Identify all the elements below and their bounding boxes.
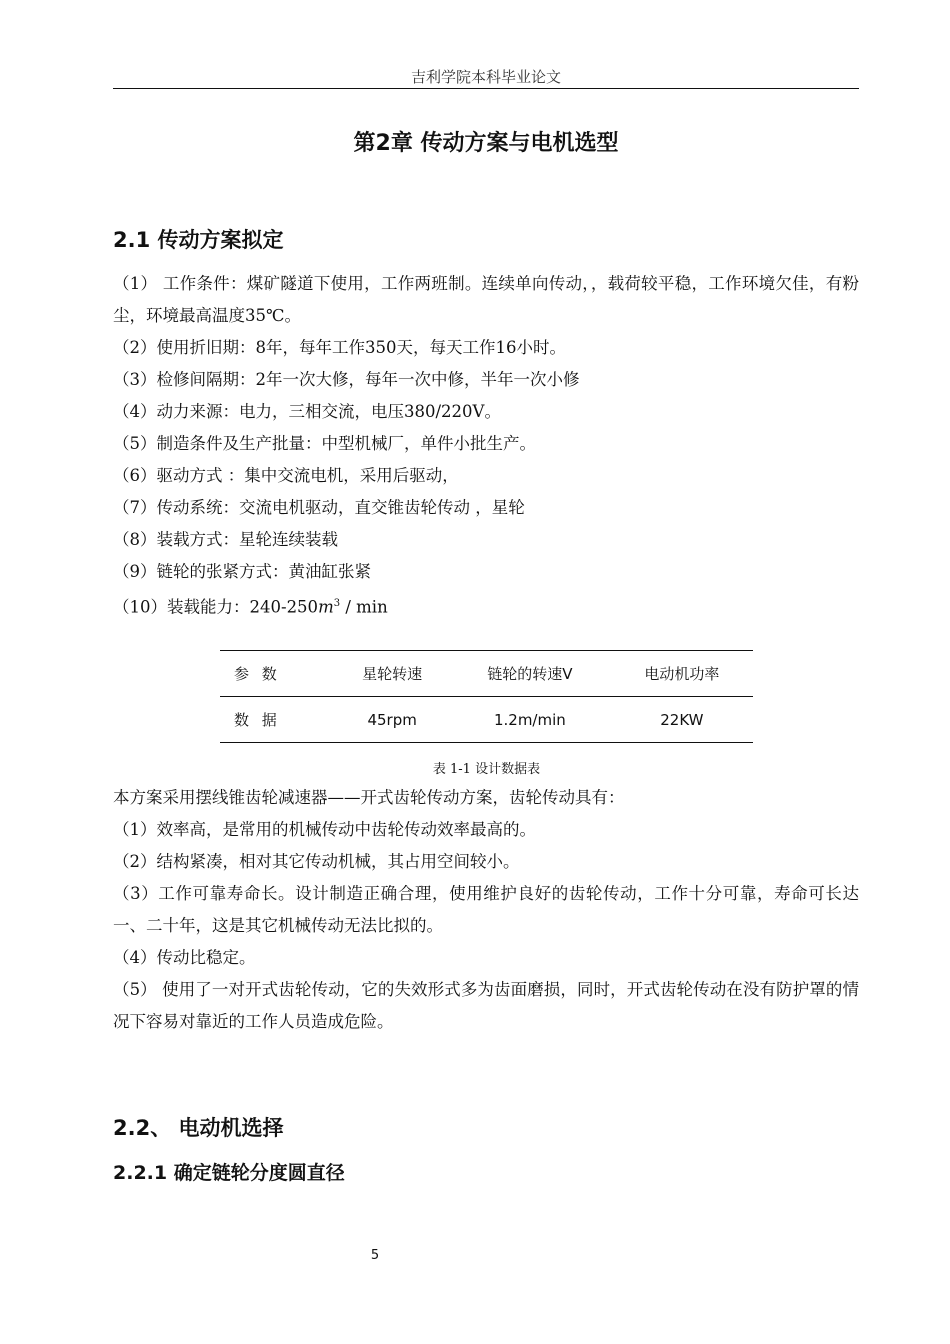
list-item: （1）效率高，是常用的机械传动中齿轮传动效率最高的。	[113, 820, 536, 839]
advantages-list	[113, 782, 859, 1038]
section-heading-2-2: 2.2、 电动机选择	[113, 1116, 284, 1140]
list-item: （7）传动系统：交流电机驱动，直交锥齿轮传动 ，星轮	[113, 498, 525, 517]
list-item: （5）制造条件及生产批量：中型机械厂，单件小批生产。	[113, 434, 536, 453]
section-heading-2-2-1: 2.2.1 确定链轮分度圆直径	[113, 1162, 345, 1184]
table-header-cell: 电动机功率	[611, 651, 753, 697]
list-item: （9）链轮的张紧方式：黄油缸张紧	[113, 562, 371, 581]
list-item: （3）工作可靠寿命长。设计制造正确合理，使用维护良好的齿轮传动，工作十分可靠，寿命可长达一、二十年，这是其它机械传动无法比拟的。	[113, 884, 859, 935]
list-item: （3）检修间隔期：2年一次大修，每年一次中修，半年一次小修	[113, 370, 580, 389]
unit-m: m	[318, 597, 334, 617]
section-heading-2-1: 2.1 传动方案拟定	[113, 228, 284, 252]
list-item: （1） 工作条件：煤矿隧道下使用，工作两班制。连续单向传动，，载荷较平稳，工作环境欠佳，有粉尘，环境最高温度35℃。	[113, 274, 859, 325]
capacity-text: （10）装载能力：240-250	[113, 597, 319, 617]
table-cell: 22KW	[611, 697, 753, 743]
list-item: （2）使用折旧期：8年，每年工作350天，每天工作16小时。	[113, 338, 566, 357]
page-number: 5	[370, 1248, 380, 1263]
table-cell: 45rpm	[335, 697, 449, 743]
list-item: （5） 使用了一对开式齿轮传动，它的失效形式多为齿面磨损，同时，开式齿轮传动在没有防护罩的情况下容易对靠近的工作人员造成危险。	[113, 980, 859, 1031]
requirements-list	[113, 268, 859, 624]
table-header-cell: 星轮转速	[335, 651, 449, 697]
list-item: （6）驱动方式 ：集中交流电机，采用后驱动，	[113, 466, 459, 485]
list-item: （8）装载方式：星轮连续装载	[113, 530, 338, 549]
table-header-cell: 链轮的转速V	[449, 651, 611, 697]
paragraph-intro: 本方案采用摆线锥齿轮减速器——开式齿轮传动方案，齿轮传动具有：	[113, 788, 625, 807]
list-item-capacity	[113, 588, 859, 624]
table-header-cell: 参 数	[220, 651, 335, 697]
unit-exponent: 3	[333, 598, 341, 609]
table-cell: 1.2m/min	[449, 697, 611, 743]
list-item: （4）传动比稳定。	[113, 948, 256, 967]
design-data-table	[220, 650, 753, 743]
table-caption: 表 1-1 设计数据表	[432, 762, 541, 777]
table-header-row	[220, 651, 753, 697]
unit-rest: / min	[340, 597, 388, 617]
page-header: 吉利学院本科毕业论文	[410, 68, 561, 86]
header-rule	[113, 88, 859, 89]
list-item: （2）结构紧凑，相对其它传动机械，其占用空间较小。	[113, 852, 520, 871]
table-cell: 数 据	[220, 697, 335, 743]
list-item: （4）动力来源：电力，三相交流，电压380/220V。	[113, 402, 501, 421]
chapter-title: 第2章 传动方案与电机选型	[353, 131, 619, 156]
table-row	[220, 697, 753, 743]
